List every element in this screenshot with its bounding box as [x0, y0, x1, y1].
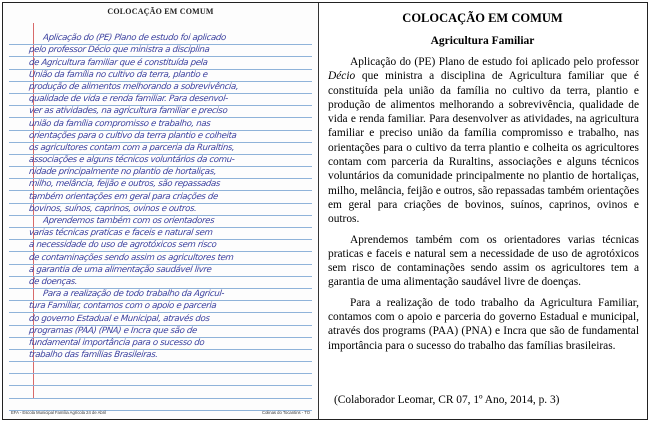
notebook-line [9, 82, 312, 94]
notebook-line [9, 313, 312, 325]
notebook-line [9, 289, 312, 301]
handwritten-text: união da família compromisso e trabalho, nas [28, 118, 211, 129]
handwritten-text: ver as atividades, na agricultura familiar e preciso [28, 106, 228, 117]
typed-title: COLOCAÇÃO EM COMUM [402, 11, 563, 25]
handwritten-text: Aprendemos também com os orientadores [42, 216, 215, 226]
handwritten-text: União da família no cultivo da terra, plantio e [28, 69, 209, 80]
notebook-line [9, 94, 312, 106]
handwritten-text: do governo Estadual e Municipal, através dos [28, 313, 211, 324]
handwritten-text: de doenças. [28, 276, 78, 287]
notebook-line [9, 118, 312, 130]
notebook-line [9, 350, 312, 362]
notebook-line [9, 167, 312, 179]
notebook-line [9, 179, 312, 191]
handwritten-text: de Agricultura familiar que é constituída pela [28, 57, 209, 68]
paragraph-1-text-a: Aplicação do (PE) Plano de estudo foi aplicado pelo professor [350, 56, 639, 68]
notebook-line [9, 33, 312, 45]
handwritten-text: também orientações em geral para criações de [28, 191, 219, 202]
notebook-line [9, 338, 312, 350]
handwritten-text: programas (PAA) (PNA) e Incra que são de [28, 325, 198, 336]
notebook-line [9, 191, 312, 203]
handwritten-text: tura Familiar, contamos com o apoio e parceria [28, 301, 217, 312]
notebook-line [9, 374, 312, 386]
handwritten-text: produção de alimentos melhorando a sobrevivência, [28, 81, 239, 92]
paragraph-1-text-b: que ministra a disciplina de Agricultura familiar que é constituída pela união da família no cultivo da terra, plantio e produção de alimentos melhorando a sobrevivência, qualidade de vida e renda familiar. Para desenvolver as atividades, na agricultura familiar e preciso união da família compromisso e trabalho, nas orientações para o cultivo da terra plantio e colheita os agricultores contam com parceria da Ruraltins, associações e alguns técnicos voluntários da comunidade principalmente no plantio de hortaliças, milho, melância, feijão e outros, são repassadas também orientações em geral para criações de bovinos, suínos, caprinos, ovinos e outros. [328, 70, 639, 226]
handwritten-text: nidade principalmente no plantio de hortaliças, [28, 167, 217, 178]
notebook-line [9, 204, 312, 216]
notebook-line [9, 131, 312, 143]
handwritten-text: varias técnicas praticas e faceis e natural sem [28, 228, 213, 239]
handwritten-scan [3, 3, 319, 419]
handwritten-text: trabalho das famílias Brasileiras. [28, 350, 159, 361]
notebook-line [9, 216, 312, 228]
notebook-line [9, 45, 312, 57]
notebook-line [9, 143, 312, 155]
notebook-line [9, 228, 312, 240]
notebook-line [9, 155, 312, 167]
notebook-line [9, 106, 312, 118]
notebook-line [9, 399, 312, 411]
paragraph-1 [328, 55, 639, 227]
handwritten-text: Aplicação do (PE) Plano de estudo foi aplicado [42, 33, 227, 44]
handwritten-text: de contaminações sendo assim os agricultores tem [28, 252, 234, 263]
handwritten-text: associações e alguns técnicos voluntários da comu- [28, 155, 236, 166]
handwritten-text: a garantia de uma alimentação saudável livre [28, 264, 212, 275]
notebook-line [9, 240, 312, 252]
paragraph-3: Para a realização de todo trabalho da Agricultura Familiar, contamos com o apoio e parceria do governo Estadual e municipal, através dos programs (PAA) (PNA) e Incra que são de fundamental importância para o sucesso do trabalho das famílias brasileiras. [328, 296, 639, 352]
notebook-line [9, 301, 312, 313]
handwritten-text: fundamental importância para o sucesso do [28, 337, 205, 348]
notebook-line [9, 386, 312, 398]
typed-body [328, 55, 639, 359]
typed-transcription [320, 3, 645, 417]
typed-subtitle: Agricultura Familiar [430, 35, 535, 47]
handwritten-text: os agricultores contam com a parceria da Ruraltins, [28, 142, 235, 153]
handwritten-text: milho, melância, feijão e outros, são repassadas [28, 179, 221, 190]
scan-footer-left: EFA - Escola Municipal Família Agrícola 24 de Abril [11, 410, 106, 415]
notebook-line [9, 265, 312, 277]
paragraph-2: Aprendemos também com os orientadores varias técnicas praticas e faceis e natural sem a necessidade de uso de agrotóxicos sem risco de contaminações sendo assim os agricultores tem a garantia de uma alimentação saudável livre de doenças. [328, 233, 639, 289]
notebook-line [9, 70, 312, 82]
scan-footer-right: Colinas do Tocantins - TO [262, 410, 310, 415]
handwritten-text: Para a realização de todo trabalho da Agricul- [42, 289, 225, 300]
notebook-line [9, 362, 312, 374]
credit-line: (Colaborador Leomar, CR 07, 1º Ano, 2014, p. 3) [334, 394, 560, 406]
handwritten-text: bovinos, suínos, caprinos, ovinos e outros. [28, 203, 198, 214]
notebook-line [9, 326, 312, 338]
handwritten-text: qualidade de vida e renda familiar. Para desenvol- [28, 94, 229, 105]
handwritten-text: orientações para o cultivo da terra plantio e colheita [28, 130, 237, 141]
scan-title: COLOCAÇÃO EM COMUM [107, 7, 214, 16]
notebook-line [9, 252, 312, 264]
handwritten-text: pelo professor Décio que ministra a disciplina [28, 45, 210, 56]
handwritten-text: a necessidade do uso de agrotóxicos sem risco [28, 240, 217, 251]
notebook-line [9, 277, 312, 289]
handwritten-lines [9, 33, 312, 403]
notebook-line [9, 57, 312, 69]
teacher-name: Décio [328, 70, 356, 83]
